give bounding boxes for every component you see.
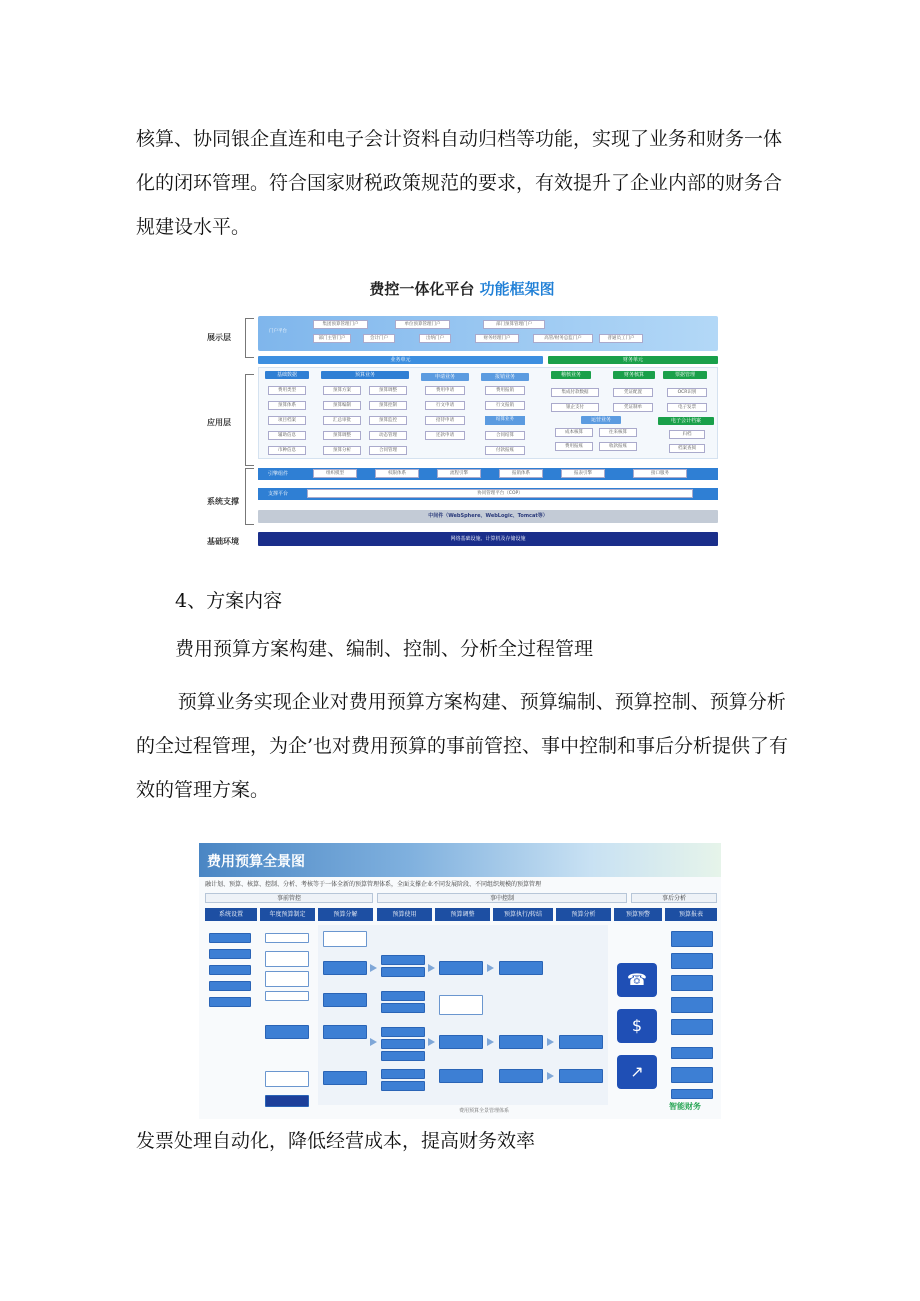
report-node — [671, 953, 713, 969]
portal-chip: 会计门户 — [363, 334, 395, 343]
flow-arrow — [547, 1038, 554, 1046]
plan-node — [265, 991, 309, 1001]
support-item: 成本核算 — [555, 428, 593, 437]
app-item: 付款报账 — [485, 446, 525, 455]
report-node — [671, 1089, 713, 1099]
app-item: 招待申请 — [425, 416, 465, 425]
engine-item: 报销体系 — [499, 469, 543, 478]
adjust-node — [439, 961, 483, 975]
report-node — [671, 1067, 713, 1083]
usage-node — [381, 991, 425, 1001]
column-header: 预算预警 — [614, 908, 662, 921]
fin-item: 凭证制单 — [613, 403, 653, 412]
app-item: 预算监控 — [369, 416, 407, 425]
app-item: 预算方案 — [323, 386, 361, 395]
app-item: 预算编制 — [323, 401, 361, 410]
column-header: 预算执行/转结 — [493, 908, 553, 921]
engine-item: 流程引擎 — [437, 469, 481, 478]
intro-paragraph: 核算、协同银企直连和电子会计资料自动归档等功能，实现了业务和财务一体化的闭环管理。符合国家财税政策规范的要求，有效提升了企业内部的财务合规建设水平。 — [136, 128, 783, 238]
engine-item: 权限体系 — [375, 469, 419, 478]
adjust-node — [439, 1035, 483, 1049]
engine-label: 引擎组件 — [267, 471, 288, 477]
exec-node — [499, 1035, 543, 1049]
plan-node — [265, 971, 309, 987]
flow-arrow — [370, 1038, 377, 1046]
group-header: 稽核业务 — [551, 371, 591, 379]
app-item: 预算控制 — [369, 401, 407, 410]
analysis-node — [559, 1069, 603, 1083]
usage-node — [381, 1003, 425, 1013]
app-item: 动态管理 — [369, 431, 407, 440]
fin-item: OCR识别 — [667, 388, 707, 397]
final-line: 发票处理自动化，降低经营成本，提高财务效率 — [136, 1130, 536, 1152]
fin-item: 集成付款数据 — [551, 388, 599, 397]
brace-application — [245, 374, 254, 466]
plan-node — [265, 1025, 309, 1039]
panorama-title: 费用预算全景图 — [207, 854, 305, 870]
business-unit-bar: 业务单元 — [258, 356, 543, 364]
group-header: 票据管理 — [663, 371, 707, 379]
brace-support — [245, 468, 254, 525]
decomp-node — [323, 1071, 367, 1085]
usage-node — [381, 1039, 425, 1049]
eacc-item: 档案查阅 — [669, 444, 705, 453]
app-item: 费用报销 — [485, 386, 525, 395]
plan-node — [265, 1095, 309, 1107]
group-header: 申请业务 — [421, 373, 469, 381]
finance-unit-bar: 财务单元 — [548, 356, 718, 364]
column-header: 预算调整 — [435, 908, 490, 921]
app-item: 预算分析 — [323, 446, 361, 455]
app-item: 汇总审批 — [323, 416, 361, 425]
app-item: 预算调整 — [369, 386, 407, 395]
layer-label-support: 系统支撑 — [207, 497, 239, 506]
support-item: 收款报账 — [599, 442, 637, 451]
decomp-node — [323, 1025, 367, 1039]
adjust-node — [439, 1069, 483, 1083]
engine-item: 接口服务 — [633, 469, 687, 478]
usage-node — [381, 1081, 425, 1091]
budget-paragraph: 预算业务实现企业对费用预算方案构建、预算编制、预算控制、预算分析的全过程管理，为企’也对费用预算的事前管控、事中控制和事后分析提供了有效的管理方案。 — [136, 691, 789, 801]
support-item: 往来核算 — [599, 428, 637, 437]
app-item: 结算业务 — [485, 416, 525, 425]
app-item: 还款申请 — [425, 431, 465, 440]
trend-chart-icon: ↗ — [617, 1055, 657, 1089]
alert-bell-icon: ☎ — [617, 963, 657, 997]
app-item: 预算体系 — [268, 401, 306, 410]
column-header: 年度预算制定 — [260, 908, 315, 921]
middleware-bar: 中间件（WebSphere、WebLogic、Tomcat等） — [258, 510, 718, 523]
section-subtitle: 费用预算方案构建、编制、控制、分析全过程管理 — [175, 638, 594, 660]
analysis-node — [559, 1035, 603, 1049]
adjust-node — [439, 995, 483, 1015]
support-item: 费用报账 — [555, 442, 593, 451]
portal-label: 门户平台 — [269, 329, 287, 334]
report-node — [671, 975, 713, 991]
group-header: 基础数据 — [265, 371, 309, 379]
report-node — [671, 997, 713, 1013]
exec-node — [499, 961, 543, 975]
portal-chip: 财务经理门户 — [475, 334, 519, 343]
framework-title: 费控一体化平台 功能框架图 — [369, 280, 555, 298]
exec-node — [499, 1069, 543, 1083]
report-node — [671, 931, 713, 947]
layer-label-application: 应用层 — [207, 418, 231, 427]
flow-arrow — [487, 964, 494, 972]
panorama-subtitle: 融计划、预算、核算、控制、分析、考核等于一体全新的预算管理体系，全面支撑企业不同发展阶段、不同组织规模的预算管理 — [205, 881, 542, 888]
fin-item: 电子发票 — [667, 403, 707, 412]
phase-before: 事前管控 — [205, 893, 373, 903]
settings-node — [209, 949, 251, 959]
portal-chip: 部门预算管理门户 — [483, 320, 545, 329]
column-header: 预算分解 — [318, 908, 373, 921]
flow-arrow — [370, 964, 377, 972]
plan-node — [265, 1071, 309, 1087]
layer-label-display: 展示层 — [207, 333, 231, 342]
settings-node — [209, 933, 251, 943]
fin-item: 银企支付 — [551, 403, 599, 412]
framework-diagram — [203, 276, 721, 554]
flow-arrow — [428, 1038, 435, 1046]
app-item: 合同结算 — [485, 431, 525, 440]
usage-node — [381, 955, 425, 965]
layer-label-infra: 基础环境 — [207, 537, 239, 546]
group-header: 预算业务 — [321, 371, 409, 379]
column-header: 系统设置 — [205, 908, 257, 921]
panorama-footer: 费用预算全景管理体系 — [459, 1108, 510, 1114]
corner-logo: 智能财务 — [669, 1102, 701, 1111]
support-label: 支撑平台 — [267, 491, 288, 497]
infra-bar: 网络基础设施、计算机及存储设施 — [258, 532, 718, 546]
eacc-item: 归档 — [669, 430, 705, 439]
app-item: 辅助信息 — [268, 431, 306, 440]
engine-item: 报表引擎 — [561, 469, 605, 478]
app-item: 预算调整 — [323, 431, 361, 440]
plan-node — [265, 933, 309, 943]
usage-node — [381, 1027, 425, 1037]
flow-arrow — [487, 1038, 494, 1046]
app-item: 行文申请 — [425, 401, 465, 410]
usage-node — [381, 1069, 425, 1079]
portal-chip: 部门主管门户 — [313, 334, 351, 343]
portal-chip: 出纳门户 — [419, 334, 451, 343]
app-item: 费用申请 — [425, 386, 465, 395]
app-item: 费用类型 — [268, 386, 306, 395]
decomp-node — [323, 931, 367, 947]
budget-panorama-diagram — [199, 843, 721, 1119]
report-node — [671, 1019, 713, 1035]
flow-arrow — [547, 1072, 554, 1080]
phase-after: 事后分析 — [631, 893, 717, 903]
portal-chip: 单位预算管理门户 — [395, 320, 450, 329]
eacc-header: 电子会计档案 — [658, 417, 714, 425]
app-item: 项目档案 — [268, 416, 306, 425]
portal-chip: 高管/财务总监门户 — [533, 334, 593, 343]
phase-during: 事中控制 — [377, 893, 627, 903]
portal-chip: 普通员工门户 — [599, 334, 643, 343]
column-header: 预算分析 — [556, 908, 611, 921]
section-title: 4、方案内容 — [175, 590, 283, 612]
portal-chip: 集团预算管理门户 — [313, 320, 368, 329]
flow-arrow — [428, 964, 435, 972]
column-header: 预算使用 — [377, 908, 432, 921]
group-header: 财务核算 — [613, 371, 655, 379]
app-item: 行文报销 — [485, 401, 525, 410]
plan-node — [265, 951, 309, 967]
report-node — [671, 1047, 713, 1059]
engine-item: 组织模型 — [313, 469, 357, 478]
settings-node — [209, 965, 251, 975]
settings-node — [209, 997, 251, 1007]
support-biz-header: 运营业务 — [581, 416, 621, 424]
app-item: 合同管理 — [369, 446, 407, 455]
settings-node — [209, 981, 251, 991]
usage-node — [381, 967, 425, 977]
cop-bar: 协同管理平台（COP） — [307, 489, 693, 498]
fin-item: 凭证配置 — [613, 388, 653, 397]
panorama-header — [199, 843, 721, 877]
brace-display — [245, 318, 254, 358]
decomp-node — [323, 961, 367, 975]
usage-node — [381, 1051, 425, 1061]
money-bag-icon: $ — [617, 1009, 657, 1043]
group-header: 报销业务 — [481, 373, 529, 381]
decomp-node — [323, 993, 367, 1007]
column-header: 预算报表 — [665, 908, 717, 921]
app-item: 币种信息 — [268, 446, 306, 455]
